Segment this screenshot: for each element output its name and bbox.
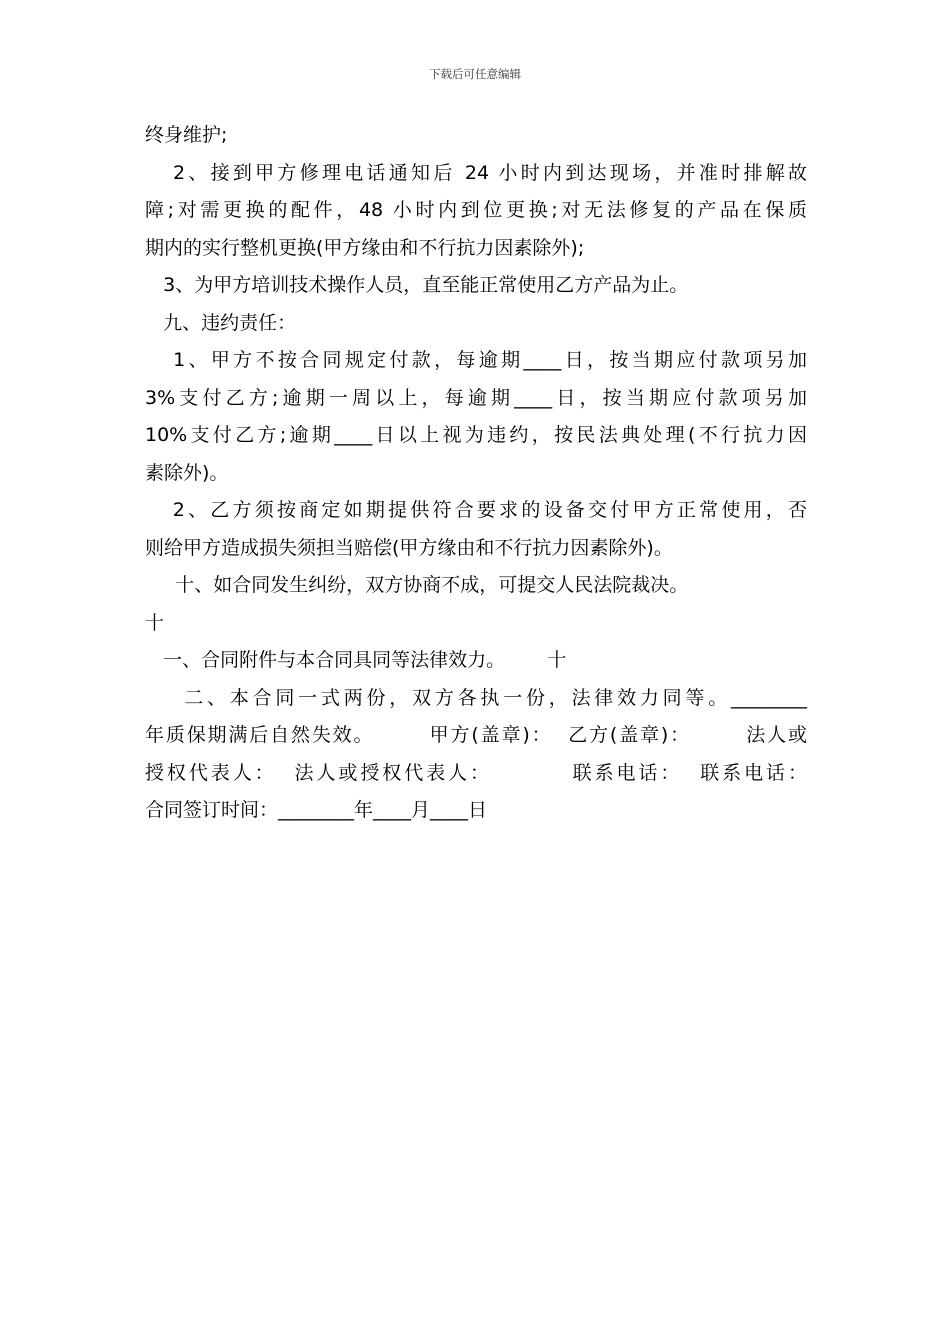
contract-body [145,117,807,830]
text-line: 1、甲方不按合同规定付款，每逾期____日，按当期应付款项另加 [145,349,807,371]
text-line: 二、本合同一式两份，双方各执一份，法律效力同等。________ [145,686,807,709]
text-line: 一、合同附件与本合同具同等法律效力。 十 [145,649,567,671]
text-line: 授权代表人： 法人或授权代表人： 联系电话： 联系电话： [145,761,807,784]
text-line: 十 [145,611,165,634]
section-heading: 九、违约责任： [145,311,297,334]
text-line: 2、乙方须按商定如期提供符合要求的设备交付甲方正常使用，否 [145,499,807,521]
text-line: 素除外)。 [145,461,229,484]
text-line: 3、为甲方培训技术操作人员，直至能正常使用乙方产品为止。 [145,274,689,296]
text-line: 年质保期满后自然失效。 甲方(盖章)： 乙方(盖章)： 法人或 [145,724,807,746]
text-line: 障;对需更换的配件，48 小时内到位更换;对无法修复的产品在保质 [145,199,807,221]
text-line: 终身维护; [145,124,228,146]
text-line: 十、如合同发生纠纷，双方协商不成，可提交人民法院裁决。 [145,574,689,596]
signature-line: 合同签订时间：________年____月____日 [145,799,488,821]
text-line: 3%支付乙方;逾期一周以上，每逾期____日，按当期应付款项另加 [145,386,807,409]
text-line: 则给甲方造成损失须担当赔偿(甲方缘由和不行抗力因素除外)。 [145,536,673,559]
text-line: 10%支付乙方;逾期____日以上视为违约，按民法典处理(不行抗力因 [145,424,807,446]
text-line: 期内的实行整机更换(甲方缘由和不行抗力因素除外); [145,236,585,259]
page-header: 下载后可任意编辑 [429,67,521,81]
text-line: 2、接到甲方修理电话通知后 24 小时内到达现场，并准时排解故 [145,161,807,184]
